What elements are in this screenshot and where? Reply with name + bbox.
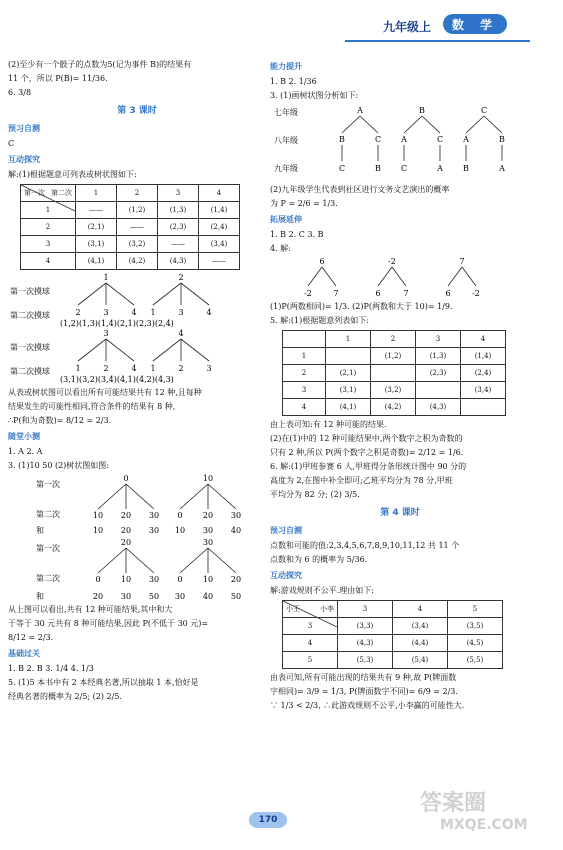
tree-level-label: 第一次摸球 <box>10 287 50 296</box>
table-col-header: 4 <box>393 601 448 618</box>
section-heading: 随堂小测 <box>8 432 40 441</box>
tree-node: C <box>480 106 488 115</box>
answer-line: 经典名著的概率为 2/5; (2) 2/5. <box>8 692 122 701</box>
tree-node: 10 <box>202 575 214 584</box>
table-cell: (4,3) <box>158 253 199 270</box>
table-col-header <box>283 331 326 348</box>
table-row <box>283 399 506 416</box>
outcome-table <box>282 600 503 669</box>
table-cell: (2,4) <box>461 365 506 382</box>
header-grade: 九年级上 <box>383 20 432 34</box>
section-heading: 拓展延伸 <box>270 215 302 224</box>
table-cell: 1 <box>283 348 326 365</box>
answer-line: 1. B 2. C 3. B <box>270 230 324 239</box>
answer-line: 5. (1)5 本书中有 2 本经典名著,所以抽取 1 本,恰好是 <box>8 678 199 687</box>
tree-level-label: 第二次摸球 <box>10 311 50 320</box>
table-cell: (2,3) <box>158 219 199 236</box>
tree-node: 7 <box>459 257 465 266</box>
table-cell: 3 <box>21 236 76 253</box>
answer-line: 字相同)= 3/9 = 1/3, P(牌面数字不同)= 6/9 = 2/3. <box>270 687 458 696</box>
tree-diagram-1 <box>8 272 263 328</box>
table-row <box>283 635 503 652</box>
tree-node: C <box>436 135 444 144</box>
header-divider <box>345 40 530 42</box>
answer-line: 3. (1)10 50 (2)树状图如图: <box>8 461 109 470</box>
table-col-header: 2 <box>371 331 416 348</box>
tree-node: 3 <box>206 364 212 373</box>
tree-node: 10 <box>120 575 132 584</box>
table-cell: 2 <box>21 219 76 236</box>
answer-line: ∵ 1/3 < 2/3, ∴此游戏规则不公平,小李赢的可能性大. <box>270 701 465 710</box>
tree-diagram-3 <box>8 473 263 537</box>
tree-sum: 20 <box>120 526 132 535</box>
answer-line: 6. 解:(1)甲班参赛 6 人,甲班得分条形统计图中 90 分的 <box>270 462 467 471</box>
tree-node: A <box>401 135 407 144</box>
tree-node: 20 <box>230 575 242 584</box>
table-cell: (4,2) <box>117 253 158 270</box>
table-cell <box>416 382 461 399</box>
tree-node: A <box>499 164 505 173</box>
left-column <box>8 58 266 704</box>
table-row <box>283 652 503 669</box>
table-row <box>21 219 240 236</box>
tree-node: 3 <box>178 308 184 317</box>
section-heading: 互动探究 <box>8 155 40 164</box>
tree-level-label: 和 <box>36 592 44 601</box>
tree-results: (3,1)(3,2)(3,4)(4,1)(4,2)(4,3) <box>60 375 174 384</box>
section-heading: 预习自测 <box>8 124 40 133</box>
table-cell <box>326 348 371 365</box>
tree-level-label: 第二次 <box>36 510 60 519</box>
tree-node: B <box>375 164 381 173</box>
tree-node: 4 <box>206 308 212 317</box>
table-cell: (2,1) <box>76 219 117 236</box>
tree-node: 7 <box>403 289 409 298</box>
tree-sum: 50 <box>230 592 242 601</box>
outcome-table <box>282 330 506 416</box>
table-cell: 3 <box>283 382 326 399</box>
tree-level-label: 第一次 <box>36 544 60 553</box>
answer-line: 解:游戏规则不公平.理由如下: <box>270 586 374 595</box>
table-cell: (1,2) <box>371 348 416 365</box>
tree-node: 10 <box>92 511 104 520</box>
table-cell: (3,4) <box>199 236 240 253</box>
table-col-header: 3 <box>158 185 199 202</box>
tree-node: 1 <box>75 364 81 373</box>
table-corner-cell: 第二次 第一次 <box>21 185 76 202</box>
tree-node: -2 <box>304 289 312 298</box>
answer-line: 点数和为 6 的概率为 5/36. <box>270 555 368 564</box>
tree-level-label: 第二次 <box>36 574 60 583</box>
tree-node: A <box>437 164 443 173</box>
answer-line: 由上表可知:有 12 种可能的结果. <box>270 420 387 429</box>
answer-line: 1. B 2. B 3. 1/4 4. 1/3 <box>8 664 94 673</box>
table-cell: (4,3) <box>416 399 461 416</box>
table-cell: 5 <box>283 652 338 669</box>
outcome-table <box>20 184 240 270</box>
section-heading: 预习自测 <box>270 526 302 535</box>
tree-level-label: 第一次 <box>36 480 60 489</box>
section-heading: 能力提升 <box>270 62 302 71</box>
tree-node: 2 <box>178 273 184 282</box>
page-number: 170 <box>249 812 287 828</box>
tree-sum: 30 <box>202 526 214 535</box>
table-cell <box>461 399 506 416</box>
tree-sum: 10 <box>92 526 104 535</box>
tree-node: 1 <box>103 273 109 282</box>
answer-line: 1. A 2. A <box>8 447 43 456</box>
tree-node: 20 <box>120 511 132 520</box>
table-cell: (3,4) <box>393 618 448 635</box>
tree-node: 2 <box>75 308 81 317</box>
tree-node: 0 <box>95 575 101 584</box>
tree-node: 4 <box>131 364 137 373</box>
tree-node: 4 <box>131 308 137 317</box>
table-cell: (3,1) <box>76 236 117 253</box>
table-cell: 2 <box>283 365 326 382</box>
table-cell: (3,3) <box>338 618 393 635</box>
header-subject-badge: 数 学 <box>443 14 507 34</box>
table-cell: (4,1) <box>326 399 371 416</box>
answer-line: 于等于 30 元共有 8 种可能结果,因此 P(不低于 30 元)= <box>8 619 209 628</box>
tree-node: -2 <box>472 289 480 298</box>
tree-node: 7 <box>333 289 339 298</box>
right-column <box>270 58 530 713</box>
table-row <box>21 253 240 270</box>
tree-node: 3 <box>103 329 109 338</box>
tree-node: B <box>463 164 469 173</box>
tree-node: 4 <box>178 329 184 338</box>
tree-node: 3 <box>103 308 109 317</box>
table-cell: (1,3) <box>158 202 199 219</box>
table-corner-cell: 小李 小王 <box>283 601 338 618</box>
answer-line: 6. 3/8 <box>8 88 32 97</box>
table-cell: (4,2) <box>371 399 416 416</box>
table-col-header: 5 <box>448 601 503 618</box>
tree-node: B <box>339 135 345 144</box>
tree-node: 2 <box>178 364 184 373</box>
tree-node: 20 <box>202 511 214 520</box>
answer-line: (2)在(1)中的 12 种可能结果中,两个数字之积为奇数的 <box>270 434 463 443</box>
answer-line: 4. 解: <box>270 244 291 253</box>
table-cell: (1,3) <box>416 348 461 365</box>
table-cell: (1,2) <box>117 202 158 219</box>
table-cell: (2,3) <box>416 365 461 382</box>
tree-node: C <box>374 135 382 144</box>
tree-node: C <box>338 164 346 173</box>
table-cell: 4 <box>21 253 76 270</box>
tree-node: 0 <box>177 511 183 520</box>
answer-line: 1. B 2. 1/36 <box>270 77 317 86</box>
table-cell: (5,4) <box>393 652 448 669</box>
tree-node: 30 <box>148 511 160 520</box>
tree-node: 1 <box>150 308 156 317</box>
answer-line: 从上图可以看出,共有 12 种可能结果,其中和大 <box>8 605 173 614</box>
table-cell: 4 <box>283 399 326 416</box>
lesson-title: 第 3 课时 <box>117 106 157 116</box>
lesson-title: 第 4 课时 <box>380 508 420 518</box>
table-cell: 3 <box>283 618 338 635</box>
tree-node: 1 <box>150 364 156 373</box>
table-cell: (4,5) <box>448 635 503 652</box>
answer-line: 平均分为 82 分; (2) 3/5. <box>270 490 360 499</box>
answer-line: 高度为 2,在图中补全即可;乙班平均分为 78 分,甲班 <box>270 476 453 485</box>
tree-node: 30 <box>202 538 214 547</box>
tree-level-label: 和 <box>36 526 44 535</box>
answer-line: 从表或树状图可以看出所有可能结果共有 12 种,且每种 <box>8 388 202 397</box>
tree-node: A <box>357 106 363 115</box>
tree-results: (1,2)(1,3)(1,4)(2,1)(2,3)(2,4) <box>60 319 174 328</box>
table-cell: (3,5) <box>448 618 503 635</box>
answer-line: 点数和可能的值:2,3,4,5,6,7,8,9,10,11,12 共 11 个 <box>270 541 460 550</box>
watermark-url: MXQE.COM <box>440 817 528 833</box>
table-cell: —— <box>199 253 240 270</box>
table-cell: (4,1) <box>76 253 117 270</box>
section-heading: 基础过关 <box>8 649 40 658</box>
table-cell: 4 <box>283 635 338 652</box>
tree-node: 0 <box>123 474 129 483</box>
table-cell: (1,4) <box>461 348 506 365</box>
table-cell: (3,2) <box>117 236 158 253</box>
table-col-header: 2 <box>117 185 158 202</box>
table-col-header: 1 <box>76 185 117 202</box>
tree-sum: 30 <box>174 592 186 601</box>
answer-line: 由表可知,所有可能出现的结果共有 9 种,故 P(牌面数 <box>270 673 457 682</box>
tree-node: -2 <box>388 257 396 266</box>
table-cell: —— <box>158 236 199 253</box>
tree-sum: 10 <box>174 526 186 535</box>
table-cell: —— <box>76 202 117 219</box>
tree-diagram-abc <box>270 103 528 183</box>
tree-diagram-2 <box>8 328 263 386</box>
answer-line: (2)至少有一个骰子的点数为5(记为事件 B)的结果有 <box>8 60 192 69</box>
tree-node: 2 <box>103 364 109 373</box>
answer-line: 只有 2 种,所以 P(两个数字之积是奇数)= 2/12 = 1/6. <box>270 448 464 457</box>
tree-sum: 30 <box>120 592 132 601</box>
answer-line: 解:(1)根据题意可列表或树状图如下: <box>8 170 137 179</box>
answer-line: (1)P(两数相同)= 1/3. (2)P(两数和大于 10)= 1/9. <box>270 302 453 311</box>
tree-sum: 40 <box>202 592 214 601</box>
table-row <box>283 382 506 399</box>
answer-line: 8/12 = 2/3. <box>8 633 54 642</box>
table-cell: (4,3) <box>338 635 393 652</box>
table-row <box>21 236 240 253</box>
table-col-header: 4 <box>461 331 506 348</box>
tree-node: 20 <box>120 538 132 547</box>
tree-node: 6 <box>445 289 451 298</box>
table-cell <box>371 365 416 382</box>
tree-level-label: 九年级 <box>274 164 298 173</box>
tree-node: 10 <box>202 474 214 483</box>
table-cell: (4,4) <box>393 635 448 652</box>
tree-node: B <box>419 106 425 115</box>
table-cell: (3,4) <box>461 382 506 399</box>
answer-line: C <box>8 139 15 148</box>
tree-level-label: 第二次摸球 <box>10 367 50 376</box>
table-col-header: 3 <box>416 331 461 348</box>
table-col-header: 4 <box>199 185 240 202</box>
tree-level-label: 八年级 <box>274 136 298 145</box>
table-cell: (3,1) <box>326 382 371 399</box>
tree-sum: 20 <box>92 592 104 601</box>
table-cell: (3,2) <box>371 382 416 399</box>
tree-level-label: 七年级 <box>274 108 298 117</box>
tree-level-label: 第一次摸球 <box>10 343 50 352</box>
tree-node: B <box>499 135 505 144</box>
tree-sum: 40 <box>230 526 242 535</box>
answer-line: 为 P = 2/6 = 1/3. <box>270 199 338 208</box>
table-cell: (1,4) <box>199 202 240 219</box>
tree-node: C <box>400 164 408 173</box>
table-cell: 1 <box>21 202 76 219</box>
table-cell: (2,4) <box>199 219 240 236</box>
tree-diagram-numbers <box>270 256 528 300</box>
table-cell: —— <box>117 219 158 236</box>
tree-node: 30 <box>148 575 160 584</box>
answer-line: (2)九年级学生代表到社区进行文务文艺演出的概率 <box>270 185 450 194</box>
table-col-header: 1 <box>326 331 371 348</box>
tree-node: 0 <box>177 575 183 584</box>
tree-diagram-4 <box>8 537 263 603</box>
table-cell: (2,1) <box>326 365 371 382</box>
answer-line: 5. 解:(1)根据题意列表如下: <box>270 316 369 325</box>
table-cell: (5,5) <box>448 652 503 669</box>
watermark-logo: 答案圈 <box>420 791 487 816</box>
answer-line: 3. (1)画树状图分析如下: <box>270 91 359 100</box>
tree-sum: 30 <box>148 526 160 535</box>
table-row <box>283 365 506 382</box>
answer-line: ∴P(和为奇数)= 8/12 = 2/3. <box>8 416 112 425</box>
answer-line: 11 个，所以 P(B)= 11/36. <box>8 74 108 83</box>
table-row <box>283 348 506 365</box>
tree-node: A <box>463 135 469 144</box>
tree-node: 6 <box>375 289 381 298</box>
table-cell: (5,3) <box>338 652 393 669</box>
tree-node: 30 <box>230 511 242 520</box>
table-col-header: 3 <box>338 601 393 618</box>
tree-node: 6 <box>319 257 325 266</box>
answer-line: 结果发生的可能性相同,符合条件的结果有 8 种, <box>8 402 176 411</box>
section-heading: 互动探究 <box>270 571 302 580</box>
tree-sum: 50 <box>148 592 160 601</box>
